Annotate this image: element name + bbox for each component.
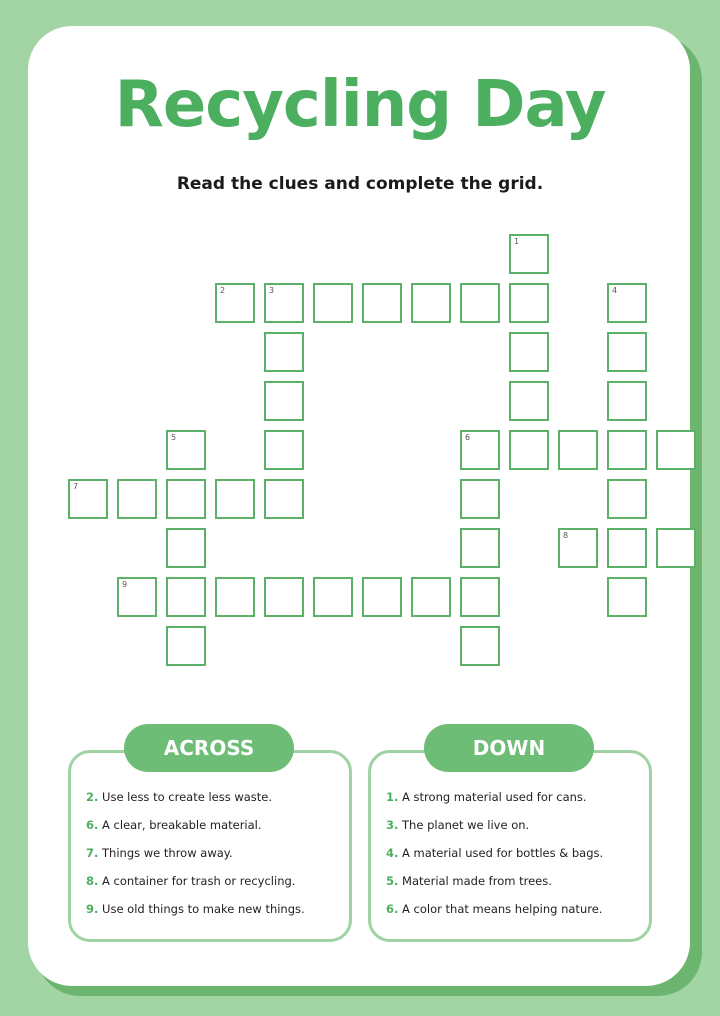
grid-cell[interactable]	[362, 283, 402, 323]
grid-cell[interactable]	[313, 577, 353, 617]
grid-cell[interactable]	[607, 332, 647, 372]
clue-number: 8.	[86, 874, 99, 888]
clue-text: A clear, breakable material.	[102, 818, 262, 832]
cell-number: 2	[220, 286, 226, 295]
grid-cell[interactable]	[166, 430, 206, 470]
cell-number: 6	[465, 433, 471, 442]
clue-number: 9.	[86, 902, 99, 916]
cell-number: 7	[73, 482, 79, 491]
grid-cell[interactable]	[117, 577, 157, 617]
clue-item	[86, 902, 305, 930]
clue-item	[86, 790, 305, 818]
cell-number: 8	[563, 531, 569, 540]
grid-cell[interactable]	[362, 577, 402, 617]
grid-cell[interactable]	[607, 430, 647, 470]
cell-number: 9	[122, 580, 128, 589]
grid-cell[interactable]	[264, 381, 304, 421]
grid-cell[interactable]	[607, 577, 647, 617]
clue-text: A color that means helping nature.	[402, 902, 603, 916]
grid-cell[interactable]	[558, 528, 598, 568]
clue-item	[86, 818, 305, 846]
clue-item	[86, 846, 305, 874]
grid-cell[interactable]	[166, 479, 206, 519]
clue-number: 6.	[386, 902, 399, 916]
grid-cell[interactable]	[264, 577, 304, 617]
grid-cell[interactable]	[509, 430, 549, 470]
grid-cell[interactable]	[264, 479, 304, 519]
grid-cell[interactable]	[509, 332, 549, 372]
clue-item	[386, 902, 603, 930]
cell-number: 1	[514, 237, 520, 246]
page-title: Recycling Day	[114, 68, 606, 142]
grid-cell[interactable]	[313, 283, 353, 323]
clue-item	[86, 874, 305, 902]
clue-text: Use old things to make new things.	[102, 902, 305, 916]
grid-cell[interactable]	[215, 577, 255, 617]
clue-item	[386, 818, 603, 846]
down-clue-list	[386, 790, 603, 930]
clue-text: Use less to create less waste.	[102, 790, 273, 804]
grid-cell[interactable]	[607, 528, 647, 568]
clue-number: 2.	[86, 790, 99, 804]
grid-cell[interactable]	[607, 479, 647, 519]
grid-cell[interactable]	[558, 430, 598, 470]
grid-cell[interactable]	[264, 332, 304, 372]
clue-text: A container for trash or recycling.	[102, 874, 296, 888]
grid-cell[interactable]	[460, 430, 500, 470]
clue-item	[386, 790, 603, 818]
grid-cell[interactable]	[411, 577, 451, 617]
grid-cell[interactable]	[264, 430, 304, 470]
across-heading: ACROSS	[124, 724, 294, 772]
clue-text: Things we throw away.	[102, 846, 233, 860]
clue-text: The planet we live on.	[402, 818, 530, 832]
grid-cell[interactable]	[656, 430, 696, 470]
clue-text: A strong material used for cans.	[402, 790, 587, 804]
grid-cell[interactable]	[460, 283, 500, 323]
grid-cell[interactable]	[166, 626, 206, 666]
grid-cell[interactable]	[607, 283, 647, 323]
instruction-text: Read the clues and complete the grid.	[176, 174, 544, 194]
grid-cell[interactable]	[460, 528, 500, 568]
grid-cell[interactable]	[460, 479, 500, 519]
grid-cell[interactable]	[509, 283, 549, 323]
grid-cell[interactable]	[411, 283, 451, 323]
grid-cell[interactable]	[509, 234, 549, 274]
grid-cell[interactable]	[215, 283, 255, 323]
cell-number: 4	[612, 286, 618, 295]
grid-cell[interactable]	[460, 577, 500, 617]
clue-number: 1.	[386, 790, 399, 804]
clue-item	[386, 874, 603, 902]
grid-cell[interactable]	[166, 577, 206, 617]
grid-cell[interactable]	[460, 626, 500, 666]
grid-cell[interactable]	[68, 479, 108, 519]
across-clue-list	[86, 790, 305, 930]
cell-number: 3	[269, 286, 275, 295]
clue-number: 3.	[386, 818, 399, 832]
clue-number: 6.	[86, 818, 99, 832]
grid-cell[interactable]	[264, 283, 304, 323]
grid-cell[interactable]	[166, 528, 206, 568]
clue-number: 4.	[386, 846, 399, 860]
cell-number: 5	[171, 433, 177, 442]
grid-cell[interactable]	[656, 528, 696, 568]
down-heading: DOWN	[424, 724, 594, 772]
clue-number: 7.	[86, 846, 99, 860]
grid-cell[interactable]	[215, 479, 255, 519]
grid-cell[interactable]	[117, 479, 157, 519]
clue-item	[386, 846, 603, 874]
clue-text: Material made from trees.	[402, 874, 552, 888]
grid-cell[interactable]	[607, 381, 647, 421]
clue-text: A material used for bottles & bags.	[402, 846, 604, 860]
clue-number: 5.	[386, 874, 399, 888]
grid-cell[interactable]	[509, 381, 549, 421]
